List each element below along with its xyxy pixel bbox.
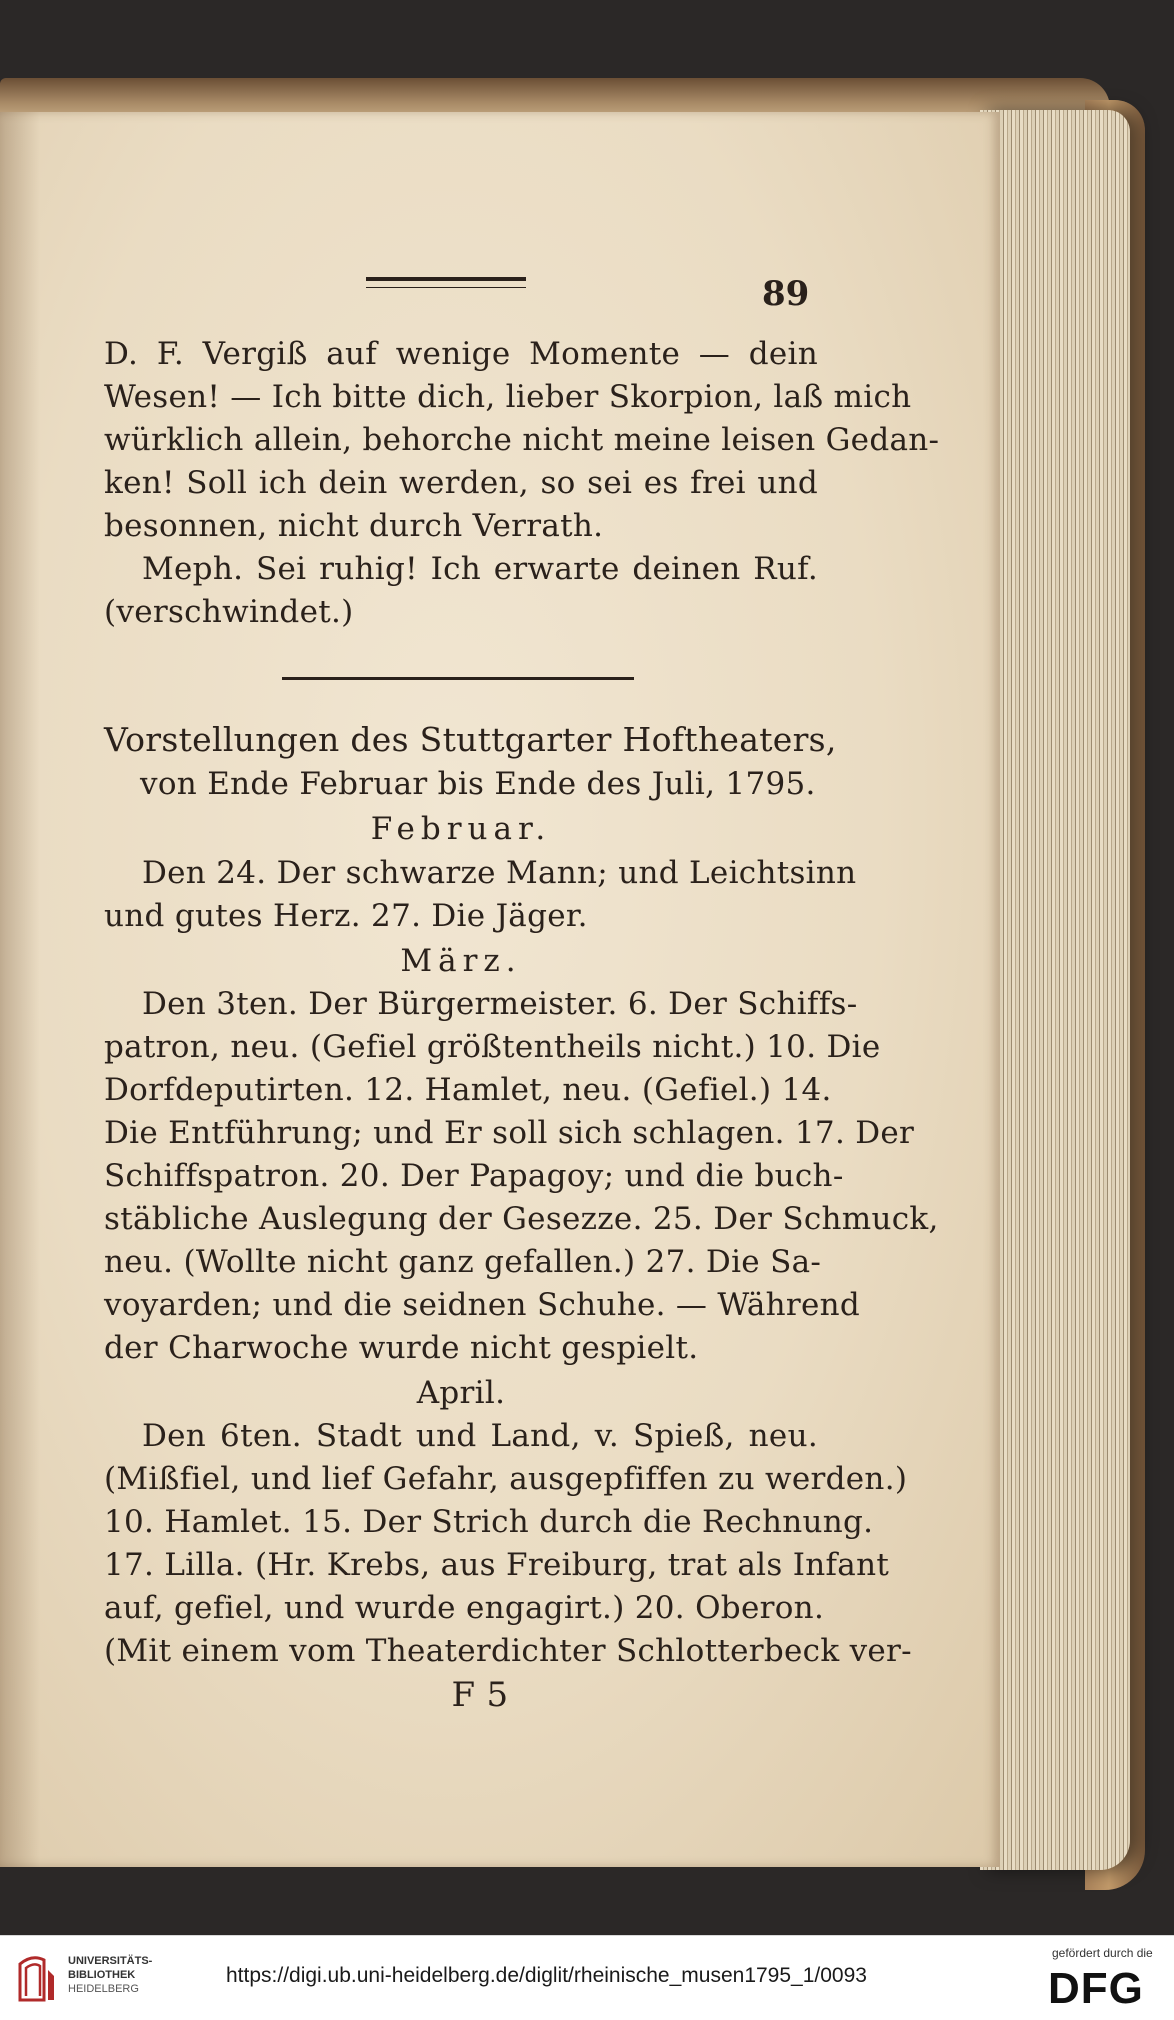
dfg-logo: DFG	[1048, 1964, 1144, 2013]
text-line: (verschwindet.)	[104, 594, 354, 630]
section-subheading: von Ende Februar bis Ende des Juli, 1795.	[140, 766, 816, 802]
month-heading-apr: April.	[416, 1375, 506, 1411]
text-line: würklich allein, behorche nicht meine leisen Gedan-	[104, 422, 940, 458]
page-text	[0, 112, 1000, 1867]
text-line: Dorfdeputirten. 12. Hamlet, neu. (Gefiel.) 14.	[104, 1072, 832, 1108]
text-line: Die Entführung; und Er soll sich schlagen. 17. Der	[104, 1115, 915, 1151]
page-number: 89	[762, 274, 810, 314]
text-line: Meph. Sei ruhig! Ich erwarte deinen Ruf.	[142, 551, 818, 587]
month-heading-mar: März.	[400, 943, 522, 979]
library-name-line: UNIVERSITÄTS-	[68, 1955, 153, 1967]
text-line: Schiffspatron. 20. Der Papagoy; und die buch-	[104, 1158, 844, 1194]
section-divider	[282, 677, 634, 680]
text-line: Den 6ten. Stadt und Land, v. Spieß, neu.	[142, 1418, 818, 1454]
text-line: patron, neu. (Gefiel größtentheils nicht.) 10. Die	[104, 1029, 881, 1065]
text-line: 10. Hamlet. 15. Der Strich durch die Rechnung.	[104, 1504, 874, 1540]
text-line: ken! Soll ich dein werden, so sei es frei und	[104, 465, 818, 501]
page-stack-edge	[980, 110, 1130, 1870]
library-name	[68, 1954, 152, 1996]
signature-mark: F 5	[451, 1675, 509, 1715]
university-library-logo-icon	[14, 1950, 60, 2006]
text-line: neu. (Wollte nicht ganz gefallen.) 27. Die Sa-	[104, 1244, 822, 1280]
text-line: Wesen! — Ich bitte dich, lieber Skorpion, laß mich	[104, 379, 912, 415]
header-rule	[366, 277, 526, 288]
text-line: 17. Lilla. (Hr. Krebs, aus Freiburg, trat als Infant	[104, 1547, 890, 1583]
text-line: stäbliche Auslegung der Gesezze. 25. Der Schmuck,	[104, 1201, 939, 1237]
text-line: (Mit einem vom Theaterdichter Schlotterbeck ver-	[104, 1633, 912, 1669]
text-line: voyarden; und die seidnen Schuhe. — Während	[104, 1287, 861, 1323]
viewer-footer	[0, 1935, 1174, 2020]
text-line: besonnen, nicht durch Verrath.	[104, 508, 604, 544]
text-line: auf, gefiel, und wurde engagirt.) 20. Oberon.	[104, 1590, 825, 1626]
page-url-link[interactable]: https://digi.ub.uni-heidelberg.de/diglit/rheinische_musen1795_1/0093	[226, 1964, 867, 1987]
text-line: Den 24. Der schwarze Mann; und Leichtsinn	[142, 855, 857, 891]
text-line: D. F. Vergiß auf wenige Momente — dein	[104, 336, 818, 372]
text-line: (Mißfiel, und lief Gefahr, ausgepfiffen zu werden.)	[104, 1461, 908, 1497]
text-line: Den 3ten. Der Bürgermeister. 6. Der Schiffs-	[142, 986, 858, 1022]
gutter-shadow	[0, 112, 40, 1867]
text-line: und gutes Herz. 27. Die Jäger.	[104, 898, 588, 934]
month-heading-feb: Februar.	[370, 811, 552, 847]
section-heading: Vorstellungen des Stuttgarter Hoftheaters,	[104, 720, 837, 759]
library-name-line: HEIDELBERG	[68, 1983, 139, 1995]
library-name-line: BIBLIOTHEK	[68, 1969, 136, 1981]
funding-note: gefördert durch die	[1052, 1946, 1153, 1960]
text-line: der Charwoche wurde nicht gespielt.	[104, 1330, 699, 1366]
book-page	[0, 112, 1000, 1867]
